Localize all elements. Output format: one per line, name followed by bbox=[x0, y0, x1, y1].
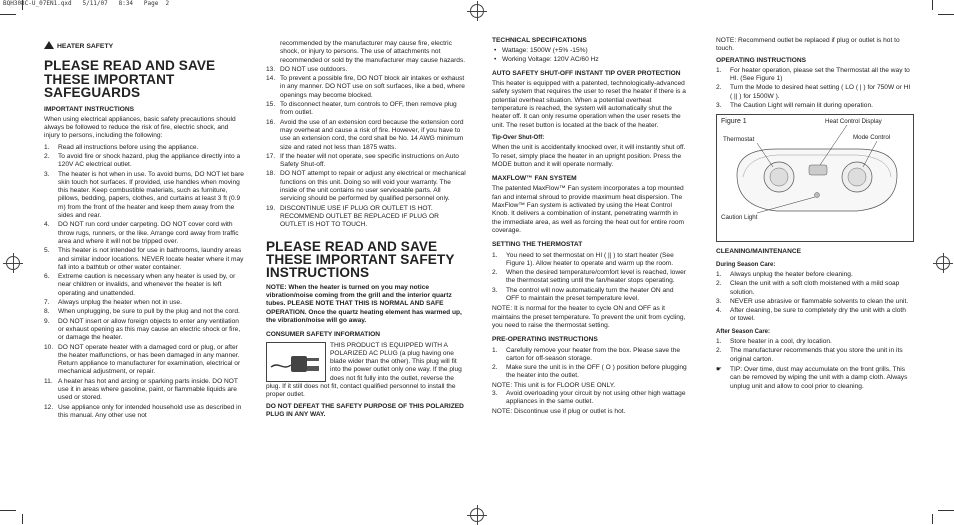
list-item: 2. Clean the unit with a soft cloth moistened with a mild soap solution. bbox=[716, 280, 900, 296]
list-item: 15. To disconnect heater, turn controls to OFF, then remove plug from outlet. bbox=[266, 101, 457, 117]
list-item: 3. Avoid overloading your circuit by not using other high wattage appliances in the same outlet. bbox=[492, 389, 686, 406]
list-item: 18. DO NOT attempt to repair or adjust any electrical or mechanical functions on this unit. Doing so will void your warranty. The inside of the unit contains no user serviceable parts. All servicing should be performed by qualified personnel only. bbox=[266, 170, 466, 203]
list-item: 14. To prevent a possible fire, DO NOT block air intakes or exhaust in any manner. DO NOT use on soft surfaces, like a bed, where openings may become blocked. bbox=[266, 75, 465, 99]
tip-text: ☛ TIP: Over time, dust may accumulate on the front grills. This can be removed by wiping the unit with a damp cloth. Always unplug unit and allow to cool prior to cleaning. bbox=[716, 365, 908, 390]
list-item: 17. If the heater will not operate, see specific instructions on Auto Safety Shut-off. bbox=[266, 152, 459, 169]
registration-mark bbox=[470, 4, 484, 18]
pre-note-1: NOTE: This unit is for FLOOR USE ONLY. bbox=[492, 381, 616, 389]
list-item: 8. When unplugging, be sure to pull by the plug and not the cord. bbox=[44, 308, 240, 316]
defeat-warning: DO NOT DEFEAT THE SAFETY PURPOSE OF THIS POLARIZED PLUG IN ANY WAY. bbox=[266, 402, 464, 418]
crop-mark bbox=[22, 514, 23, 524]
column-2 bbox=[266, 40, 466, 422]
thermostat-note: NOTE: It is normal for the heater to cycle ON and OFF as it maintains the preset temperature. To prevent the unit from cycling, you need to raise the thermostat setting. bbox=[492, 305, 686, 329]
list-item: 1. You need to set thermostat on HI ( || ) to start heater (See Figure 1). Allow heater to operate and warm up the room. bbox=[492, 251, 674, 267]
pointing-hand-icon: ☛ bbox=[716, 365, 722, 373]
crop-mark bbox=[938, 510, 954, 511]
list-item: 6. Extreme caution is necessary when any heater is used by, or near children or invalids, and whenever the heater is left operating and unattended. bbox=[44, 273, 236, 297]
crop-mark bbox=[0, 510, 16, 511]
safeguard-list bbox=[44, 144, 244, 421]
tip-over-text: When the unit is accidentally knocked over, it will instantly shut off. To reset, simply place the heater in an upright position. Press the MODE button and it will operate normally. bbox=[492, 144, 686, 168]
list-item: 13. DO NOT use outdoors. bbox=[266, 65, 348, 73]
pre-operating-list bbox=[492, 347, 688, 381]
list-item: • Working Voltage: 120V AC/60 Hz bbox=[492, 56, 688, 64]
during-season-list bbox=[716, 271, 912, 324]
crop-mark bbox=[932, 0, 933, 10]
pre-note-2: NOTE: Discontinue use if plug or outlet is hot. bbox=[492, 407, 626, 415]
outlet-note: NOTE: Recommend outlet be replaced if plug or outlet is hot to touch. bbox=[716, 37, 900, 53]
figure-1 bbox=[716, 114, 914, 242]
thermostat-label: Thermostat bbox=[723, 136, 755, 144]
list-item: 4. DO NOT run cord under carpeting. DO NOT cover cord with throw rugs, runners, or the like. Arrange cord away from traffic area and where it will not be tripped over. bbox=[44, 221, 239, 245]
pre-operating-list-3 bbox=[492, 390, 688, 407]
list-item: 7. Always unplug the heater when not in use. bbox=[44, 299, 182, 307]
list-item: 2. When the desired temperature/comfort level is reached, lower the thermostat setting until the fan/heater stops operating. bbox=[492, 269, 686, 285]
page-title: PLEASE READ AND SAVE THESE IMPORTANT SAFEGUARDS bbox=[44, 58, 216, 101]
vibration-note: NOTE: When the heater is turned on you may notice vibration/noise coming from the grill and the interior quartz tubes. PLEASE NOTE THAT THIS IS NORMAL AND SAFE OPERATION. Once the quartz heating element has warmed up, the vibration/noise will go away. bbox=[266, 283, 462, 324]
list-item: 11. A heater has hot and arcing or sparking parts inside. DO NOT use it in areas where gasoline, paint, or flammable liquids are used or stored. bbox=[44, 377, 238, 402]
continued-text: recommended by the manufacturer may cause fire, electric shock, or injury to persons. The use of attachments not recommended or sold by the manufacturer may cause hazards. bbox=[280, 40, 466, 64]
list-item: 5. This heater is not intended for use in bathrooms, laundry areas and similar indoor locations. NEVER locate heater where it may fall into a bathtub or other water container. bbox=[44, 247, 244, 271]
list-item: 1. Carefully remove your heater from the box. Please save the carton for off-season storage. bbox=[492, 346, 681, 362]
cleaning-heading: CLEANING/MAINTENANCE bbox=[716, 248, 801, 256]
list-item: 19. DISCONTINUE USE IF PLUG OR OUTLET IS HOT. RECOMMEND OUTLET BE REPLACED IF PLUG OR OUTLET IS HOT TO TOUCH. bbox=[266, 204, 439, 229]
list-item: 1. Store heater in a cool, dry location. bbox=[716, 338, 832, 346]
tech-heading: TECHNICAL SPECIFICATIONS bbox=[492, 37, 587, 44]
auto-text: This heater is equipped with a patented, technologically-advanced safety system that requires the user to reset the heater if there is a potential overheat situation. When a potential overheat temperature is reached, the system will automatically shut the heater off. It can only resume operation when the user resets the unit. The reset button is located at the back of the heater. bbox=[492, 80, 686, 129]
list-item: 1. Read all instructions before using the appliance. bbox=[44, 143, 199, 151]
registration-mark bbox=[936, 256, 950, 270]
crop-mark bbox=[932, 514, 933, 524]
column-3 bbox=[492, 37, 688, 416]
consumer-heading: CONSUMER SAFETY INFORMATION bbox=[266, 331, 381, 339]
crop-mark bbox=[938, 14, 954, 15]
list-item: 3. The Caution Light will remain lit during operation. bbox=[716, 102, 873, 110]
list-item: 12. Use appliance only for intended household use as described in this manual. Any other use not bbox=[44, 403, 242, 419]
section-title: PLEASE READ AND SAVE THESE IMPORTANT SAFETY INSTRUCTIONS bbox=[266, 238, 455, 281]
maxflow-heading: MAXFLOW™ FAN SYSTEM bbox=[492, 175, 577, 183]
tip-over-heading: Tip-Over Shut-Off: bbox=[492, 134, 545, 141]
operating-list bbox=[716, 67, 912, 110]
list-item: 1. For heater operation, please set the Thermostat all the way to HI. (See Figure 1) bbox=[716, 66, 910, 83]
after-season-heading: After Season Care: bbox=[716, 328, 771, 335]
subheading: IMPORTANT INSTRUCTIONS bbox=[44, 105, 134, 113]
list-item: 10. DO NOT operate heater with a damaged cord or plug, or after the heater malfunctions, or has been damaged in any manner. Return appliance to manufacturer for examination, electrical or mechanical adjustment, or repair. bbox=[44, 343, 241, 376]
consumer-block bbox=[266, 342, 466, 400]
auto-heading: AUTO SAFETY SHUT-OFF INSTANT TIP OVER PROTECTION bbox=[492, 69, 681, 77]
print-slug: BQH308C-U_07EN1.qxd 5/11/07 8:34 Page 2 bbox=[3, 0, 170, 7]
after-season-list bbox=[716, 338, 912, 364]
consumer-text: THIS PRODUCT IS EQUIPPED WITH A POLARIZED AC PLUG (a plug having one blade wider than the other). This plug will fit into the power outlet only one way. If the plug does not fit fully into the outlet, reverse the plug. If it still does not fit, contact qualified personnel to install the proper outlet. bbox=[266, 341, 462, 399]
column-4 bbox=[716, 37, 912, 394]
list-item: 9. DO NOT insert or allow foreign objects to enter any ventilation or exhaust opening as this may cause an electric shock or fire, or damage the heater. bbox=[44, 317, 241, 342]
list-item: 3. NEVER use abrasive or flammable solvents to clean the unit. bbox=[716, 297, 909, 305]
list-item: 3. The control will now automatically turn the heater ON and OFF to maintain the preset temperature level. bbox=[492, 286, 674, 303]
safeguard-list-cont bbox=[266, 66, 466, 230]
registration-mark bbox=[470, 508, 484, 522]
section-label: HEATER SAFETY bbox=[44, 40, 244, 51]
intro-text: When using electrical appliances, basic safety precautions should always be followed to reduce the risk of fire, electric shock, and injury to persons, including the following: bbox=[44, 115, 236, 140]
thermostat-list bbox=[492, 252, 688, 304]
registration-mark bbox=[6, 256, 20, 270]
tech-list bbox=[492, 47, 688, 64]
operating-heading: OPERATING INSTRUCTIONS bbox=[716, 56, 806, 64]
polarized-plug-image bbox=[266, 342, 326, 382]
list-item: • Wattage: 1500W (+5% -15%) bbox=[492, 47, 688, 55]
pre-operating-heading: PRE-OPERATING INSTRUCTIONS bbox=[492, 336, 598, 344]
list-item: 2. Turn the Mode to desired heat setting ( LO ( | ) for 750W or HI ( || ) for 1500W ). bbox=[716, 84, 911, 100]
list-item: 4. After cleaning, be sure to completely dry the unit with a cloth or towel. bbox=[716, 307, 906, 323]
warning-icon bbox=[44, 41, 54, 49]
heater-top-illustration bbox=[717, 115, 913, 241]
list-item: 2. To avoid fire or shock hazard, plug the appliance directly into a 120V AC electrical outlet. bbox=[44, 153, 241, 169]
heat-control-label: Heat Control Display bbox=[825, 118, 882, 126]
list-item: 16. Avoid the use of an extension cord because the extension cord may overheat and cause a risk of fire. However, if you have to use an extension cord, the cord shall be No. 14 AWG minimum size and rated not less than 1875 watts. bbox=[266, 118, 464, 151]
list-item: 3. The heater is hot when in use. To avoid burns, DO NOT let bare skin touch hot surfaces. If provided, use handles when moving this heater. Keep combustible materials, such as furniture, pillows, bedding, papers, clothes, and curtains at least 3 ft (0.9 m) from the front of the heater and keep them away from the sides and rear. bbox=[44, 170, 244, 220]
maxflow-text: The patented MaxFlow™ Fan system incorporates a top mounted fan and internal shroud to provide maximum heat dispersion. The MaxFlow™ Fan system is activated by using the Heat Control Knob. It delivers a combination of instant, penetrating warmth in the immediate area, as well as forcing the heat out for entire room coverage. bbox=[492, 185, 685, 234]
mode-control-label: Mode Control bbox=[853, 134, 891, 142]
crop-mark bbox=[22, 0, 23, 10]
crop-mark bbox=[0, 14, 16, 15]
list-item: 2. The manufacturer recommends that you store the unit in its original carton. bbox=[716, 347, 903, 363]
during-season-heading: During Season Care: bbox=[716, 261, 776, 268]
caution-light-label: Caution Light bbox=[721, 214, 758, 222]
list-item: 2. Make sure the unit is in the OFF ( O ) position before plugging the heater into the outlet. bbox=[492, 364, 687, 380]
thermostat-heading: SETTING THE THERMOSTAT bbox=[492, 241, 583, 249]
list-item: 1. Always unplug the heater before cleaning. bbox=[716, 270, 853, 278]
figure-title: Figure 1 bbox=[721, 118, 747, 126]
column-1 bbox=[44, 40, 244, 421]
